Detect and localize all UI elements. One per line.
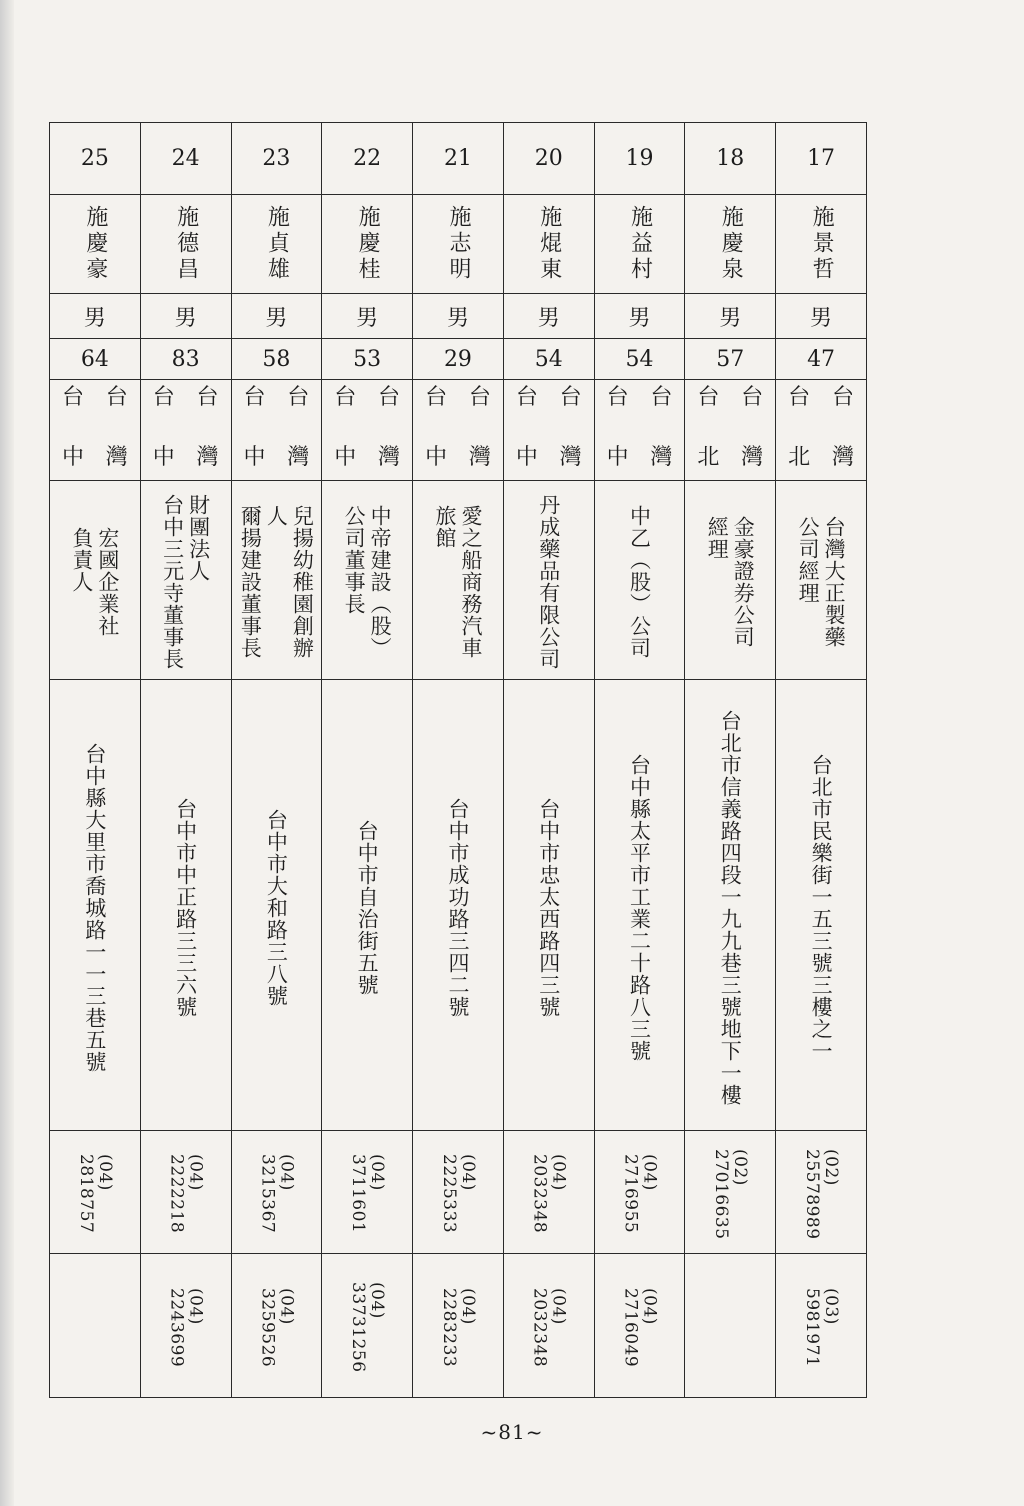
member-age: 54 xyxy=(534,346,563,372)
entry-number-cell xyxy=(503,123,594,195)
address-wrap xyxy=(322,810,412,1000)
occupation-wrap xyxy=(141,486,231,674)
member-address: 台中縣太平市工業二十路八三號 xyxy=(627,754,652,1062)
member-name: 施貞雄 xyxy=(264,205,290,283)
origin-cell xyxy=(140,380,231,481)
row-name xyxy=(50,195,867,294)
origin-cell xyxy=(594,380,685,481)
member-sex: 男 xyxy=(446,305,469,331)
entry-number-cell xyxy=(140,123,231,195)
address-cell xyxy=(50,680,141,1131)
address-wrap xyxy=(504,788,594,1022)
entry-number: 19 xyxy=(625,146,654,171)
occupation-wrap xyxy=(322,497,412,663)
origin-left xyxy=(244,386,266,470)
scan-edge xyxy=(0,0,14,1506)
member-name: 施景哲 xyxy=(809,205,835,283)
origin-char: 台 xyxy=(559,385,582,410)
member-occupation: 中帝建設（股） 公司董事長 xyxy=(342,505,393,659)
row-phone-primary xyxy=(50,1131,867,1254)
phone-primary-cell xyxy=(685,1131,776,1254)
origin-right xyxy=(197,386,219,470)
entry-number: 24 xyxy=(171,146,200,171)
phone-secondary-cell xyxy=(413,1254,504,1398)
origin-char: 灣 xyxy=(831,445,854,470)
page-number: ~81~ xyxy=(480,1420,544,1444)
origin-char: 台 xyxy=(650,385,673,410)
origin-cell xyxy=(503,380,594,481)
member-age: 64 xyxy=(80,346,109,372)
origin-right xyxy=(378,386,400,470)
origin-cell xyxy=(50,380,141,481)
member-sex: 男 xyxy=(83,305,106,331)
address-cell xyxy=(322,680,413,1131)
name-cell xyxy=(140,195,231,294)
member-age: 58 xyxy=(262,346,291,372)
entry-number: 25 xyxy=(80,146,109,171)
address-wrap xyxy=(776,744,866,1066)
name-cell xyxy=(776,195,867,294)
address-cell xyxy=(503,680,594,1131)
member-occupation: 宏國企業社 負責人 xyxy=(69,527,120,637)
member-occupation: 丹成藥品有限公司 xyxy=(536,494,561,670)
member-address: 台中縣大里市喬城路一一三巷五號 xyxy=(82,743,107,1073)
name-cell xyxy=(685,195,776,294)
origin-char: 台 xyxy=(606,385,629,410)
origin-char: 台 xyxy=(105,385,128,410)
entry-number-cell xyxy=(322,123,413,195)
origin-char: 台 xyxy=(831,385,854,410)
member-age: 83 xyxy=(171,346,200,372)
member-age: 54 xyxy=(625,346,654,372)
origin-char: 灣 xyxy=(559,445,582,470)
phone-secondary-cell xyxy=(231,1254,322,1398)
origin-text xyxy=(50,380,140,480)
origin-char: 台 xyxy=(196,385,219,410)
origin-char: 中 xyxy=(152,445,175,470)
origin-char: 台 xyxy=(425,385,448,410)
name-cell xyxy=(594,195,685,294)
occupation-cell xyxy=(140,481,231,680)
member-sex: 男 xyxy=(356,305,379,331)
member-sex: 男 xyxy=(265,305,288,331)
origin-char: 灣 xyxy=(196,445,219,470)
entry-number-cell xyxy=(413,123,504,195)
age-cell xyxy=(231,339,322,380)
member-phone-secondary: (04) 3259526 xyxy=(257,1287,297,1368)
age-cell xyxy=(594,339,685,380)
origin-right xyxy=(832,386,854,470)
member-sex: 男 xyxy=(174,305,197,331)
age-cell xyxy=(50,339,141,380)
occupation-cell xyxy=(50,481,141,680)
sex-cell xyxy=(140,294,231,339)
origin-right xyxy=(287,386,309,470)
member-name: 施德昌 xyxy=(173,205,199,283)
occupation-wrap xyxy=(232,497,322,663)
address-cell xyxy=(685,680,776,1131)
entry-number-cell xyxy=(231,123,322,195)
row-sex xyxy=(50,294,867,339)
address-wrap xyxy=(685,700,775,1110)
occupation-wrap xyxy=(595,497,685,663)
entry-number: 20 xyxy=(534,146,563,171)
member-phone-primary: (04) 3711601 xyxy=(348,1154,388,1234)
phone-primary-cell xyxy=(231,1131,322,1254)
entry-number: 17 xyxy=(807,146,836,171)
sex-cell xyxy=(322,294,413,339)
member-phone-primary: (04) 3215367 xyxy=(257,1154,297,1234)
phone-primary-cell xyxy=(322,1131,413,1254)
member-sex: 男 xyxy=(628,305,651,331)
phone-primary-cell xyxy=(50,1131,141,1254)
origin-text xyxy=(322,380,412,480)
occupation-cell xyxy=(776,481,867,680)
origin-char: 台 xyxy=(697,385,720,410)
phone-primary-cell xyxy=(594,1131,685,1254)
phone-secondary-cell xyxy=(322,1254,413,1398)
origin-left xyxy=(334,386,356,470)
address-wrap xyxy=(141,788,231,1022)
member-phone-secondary: (04) 2243699 xyxy=(166,1287,206,1368)
origin-cell xyxy=(685,380,776,481)
member-phone-secondary: (04) 33731256 xyxy=(348,1282,388,1373)
occupation-cell xyxy=(413,481,504,680)
phone-secondary-cell xyxy=(594,1254,685,1398)
origin-char: 台 xyxy=(334,385,357,410)
origin-right xyxy=(741,386,763,470)
name-cell xyxy=(503,195,594,294)
member-name: 施焜東 xyxy=(536,205,562,283)
sex-cell xyxy=(685,294,776,339)
entry-number: 22 xyxy=(353,146,382,171)
member-name: 施慶泉 xyxy=(718,205,744,283)
origin-char: 台 xyxy=(287,385,310,410)
address-cell xyxy=(776,680,867,1131)
sex-cell xyxy=(50,294,141,339)
origin-char: 灣 xyxy=(650,445,673,470)
member-address: 台中市大和路三八號 xyxy=(264,809,289,1007)
member-sex: 男 xyxy=(537,305,560,331)
phone-secondary-cell xyxy=(776,1254,867,1398)
row-occupation xyxy=(50,481,867,680)
occupation-wrap xyxy=(685,508,775,652)
address-cell xyxy=(594,680,685,1131)
origin-right xyxy=(650,386,672,470)
origin-text xyxy=(776,380,866,480)
phone-primary-cell xyxy=(503,1131,594,1254)
origin-char: 灣 xyxy=(741,445,764,470)
address-wrap xyxy=(595,744,685,1066)
origin-char: 台 xyxy=(62,385,85,410)
address-wrap xyxy=(232,799,322,1011)
entry-number: 23 xyxy=(262,146,291,171)
member-occupation: 愛之船商務汽車 旅館 xyxy=(432,505,483,659)
member-phone-secondary: (04) 2716049 xyxy=(620,1287,660,1368)
age-cell xyxy=(503,339,594,380)
sex-cell xyxy=(413,294,504,339)
entry-number-cell xyxy=(685,123,776,195)
origin-char: 北 xyxy=(788,445,811,470)
origin-left xyxy=(153,386,175,470)
origin-char: 中 xyxy=(606,445,629,470)
member-name: 施志明 xyxy=(445,205,471,283)
origin-char: 台 xyxy=(468,385,491,410)
row-origin xyxy=(50,380,867,481)
phone-primary-cell xyxy=(776,1131,867,1254)
occupation-wrap xyxy=(50,519,140,641)
member-phone-primary: (02) 25578989 xyxy=(802,1148,842,1240)
origin-left xyxy=(788,386,810,470)
member-age: 57 xyxy=(716,346,745,372)
member-phone-primary: (04) 2222218 xyxy=(166,1154,206,1234)
origin-char: 台 xyxy=(515,385,538,410)
member-sex: 男 xyxy=(810,305,833,331)
origin-left xyxy=(516,386,538,470)
age-cell xyxy=(776,339,867,380)
occupation-cell xyxy=(594,481,685,680)
member-phone-secondary: (04) 2032348 xyxy=(529,1287,569,1368)
name-cell xyxy=(50,195,141,294)
origin-char: 中 xyxy=(62,445,85,470)
member-address: 台中市自治街五號 xyxy=(355,820,380,996)
origin-char: 台 xyxy=(243,385,266,410)
name-cell xyxy=(413,195,504,294)
entry-number-cell xyxy=(594,123,685,195)
member-occupation: 台灣大正製藥 公司經理 xyxy=(796,516,847,648)
member-phone-secondary: (03) 5981971 xyxy=(802,1287,842,1368)
member-phone-secondary: (04) 2283233 xyxy=(438,1287,478,1368)
member-phone-primary: (02) 27016635 xyxy=(711,1148,751,1240)
entry-number: 21 xyxy=(443,146,472,171)
member-name: 施慶桂 xyxy=(355,205,381,283)
origin-char: 中 xyxy=(334,445,357,470)
address-cell xyxy=(231,680,322,1131)
member-phone-primary: (04) 2225333 xyxy=(438,1154,478,1234)
address-cell xyxy=(140,680,231,1131)
origin-text xyxy=(504,380,594,480)
age-cell xyxy=(140,339,231,380)
origin-char: 中 xyxy=(243,445,266,470)
phone-secondary-cell xyxy=(50,1254,141,1398)
occupation-wrap xyxy=(504,486,594,674)
origin-right xyxy=(469,386,491,470)
member-phone-primary: (04) 2716955 xyxy=(620,1154,660,1234)
origin-char: 灣 xyxy=(468,445,491,470)
origin-cell xyxy=(231,380,322,481)
origin-text xyxy=(232,380,322,480)
member-address: 台中市成功路三四二號 xyxy=(445,798,470,1018)
member-name: 施益村 xyxy=(627,205,653,283)
phone-secondary-cell xyxy=(140,1254,231,1398)
origin-text xyxy=(685,380,775,480)
member-occupation: 兒揚幼稚園創辦 人 爾揚建設董事長 xyxy=(238,505,315,659)
origin-char: 北 xyxy=(697,445,720,470)
entry-number: 18 xyxy=(716,146,745,171)
age-cell xyxy=(685,339,776,380)
origin-char: 中 xyxy=(425,445,448,470)
origin-cell xyxy=(322,380,413,481)
member-name: 施慶豪 xyxy=(82,205,108,283)
age-cell xyxy=(413,339,504,380)
row-number xyxy=(50,123,867,195)
phone-primary-cell xyxy=(140,1131,231,1254)
member-phone-primary: (04) 2818757 xyxy=(75,1154,115,1234)
address-wrap xyxy=(50,733,140,1077)
row-address xyxy=(50,680,867,1131)
member-roster-table xyxy=(49,122,867,1398)
name-cell xyxy=(231,195,322,294)
age-cell xyxy=(322,339,413,380)
sex-cell xyxy=(594,294,685,339)
member-address: 台中市中正路三三六號 xyxy=(173,798,198,1018)
origin-text xyxy=(141,380,231,480)
origin-text xyxy=(595,380,685,480)
member-age: 29 xyxy=(443,346,472,372)
address-cell xyxy=(413,680,504,1131)
origin-left xyxy=(697,386,719,470)
name-cell xyxy=(322,195,413,294)
origin-right xyxy=(560,386,582,470)
origin-left xyxy=(62,386,84,470)
origin-char: 灣 xyxy=(287,445,310,470)
occupation-cell xyxy=(231,481,322,680)
phone-primary-cell xyxy=(413,1131,504,1254)
entry-number-cell xyxy=(776,123,867,195)
entry-number-cell xyxy=(50,123,141,195)
occupation-cell xyxy=(503,481,594,680)
origin-char: 台 xyxy=(788,385,811,410)
occupation-wrap xyxy=(776,508,866,652)
member-phone-primary: (04) 2032348 xyxy=(529,1154,569,1234)
member-occupation: 金豪證券公司 經理 xyxy=(705,516,756,648)
sex-cell xyxy=(231,294,322,339)
member-address: 台北市民樂街一五三號三樓之一 xyxy=(809,754,834,1062)
occupation-cell xyxy=(685,481,776,680)
origin-char: 台 xyxy=(378,385,401,410)
occupation-cell xyxy=(322,481,413,680)
phone-secondary-cell xyxy=(685,1254,776,1398)
member-sex: 男 xyxy=(719,305,742,331)
member-age: 47 xyxy=(807,346,836,372)
origin-cell xyxy=(776,380,867,481)
row-age xyxy=(50,339,867,380)
sex-cell xyxy=(776,294,867,339)
origin-char: 台 xyxy=(152,385,175,410)
origin-right xyxy=(106,386,128,470)
origin-text xyxy=(413,380,503,480)
origin-char: 台 xyxy=(741,385,764,410)
phone-secondary-cell xyxy=(503,1254,594,1398)
origin-left xyxy=(425,386,447,470)
row-phone-secondary xyxy=(50,1254,867,1398)
address-wrap xyxy=(413,788,503,1022)
origin-left xyxy=(607,386,629,470)
occupation-wrap xyxy=(413,497,503,663)
origin-char: 灣 xyxy=(378,445,401,470)
origin-cell xyxy=(413,380,504,481)
member-address: 台北市信義路四段一九九巷三號地下一樓 xyxy=(718,710,743,1106)
origin-char: 中 xyxy=(515,445,538,470)
origin-char: 灣 xyxy=(105,445,128,470)
member-occupation: 財團法人 台中三元寺董事長 xyxy=(160,494,211,670)
sex-cell xyxy=(503,294,594,339)
member-address: 台中市忠太西路四三號 xyxy=(536,798,561,1018)
member-occupation: 中乙（股）公司 xyxy=(627,505,652,659)
member-age: 53 xyxy=(353,346,382,372)
